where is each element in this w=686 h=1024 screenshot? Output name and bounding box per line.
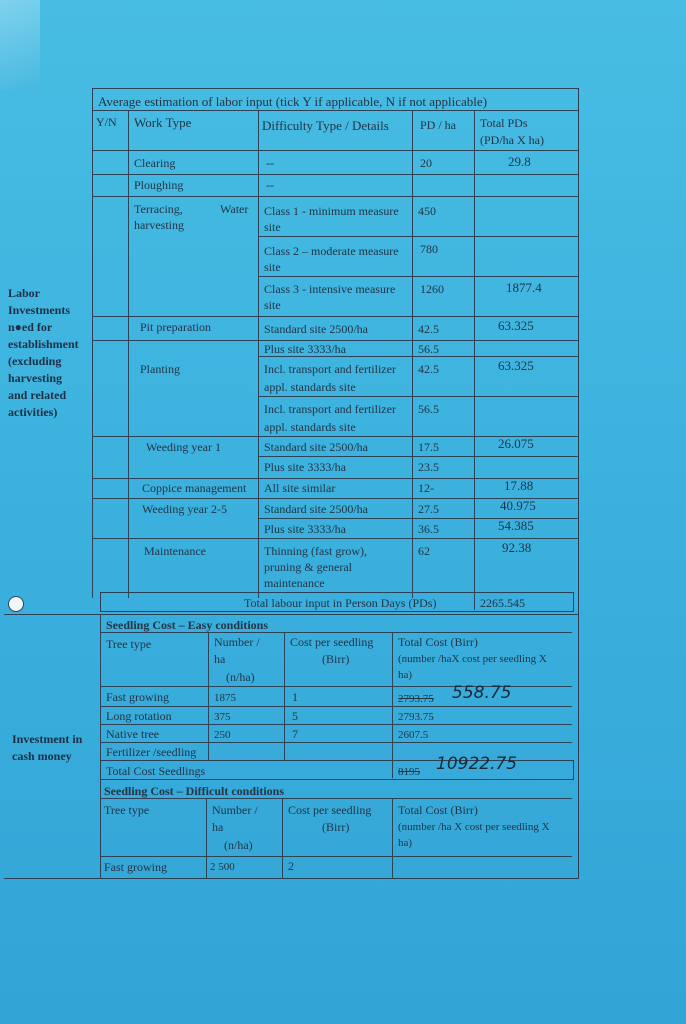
row-weeding1-d1: Standard site 2500/ha [264,440,368,454]
easy-h-total1: Total Cost (Birr) [398,635,478,649]
easy-h-num1: Number / [214,635,260,649]
row-clearing-work: Clearing [134,156,176,170]
row-planting-total: 63.325 [498,358,534,373]
difficult-h-cost2: (Birr) [322,820,350,834]
row-weeding25-total1: 40.975 [500,498,536,513]
difficult-h-tree: Tree type [104,803,150,817]
row-weeding1-d2: Plus site 3333/ha [264,460,347,474]
row-class3-a: Class 3 - intensive measure [264,282,396,296]
row-planting-work: Planting [140,362,181,376]
row-pit-work: Pit preparation [140,320,211,334]
row-terracing-work: Terracing, [134,202,183,216]
header-work-type: Work Type [134,115,192,130]
labour-total-value: 2265.545 [480,596,525,610]
row-class1-a: Class 1 - minimum measure [264,204,399,218]
row-terracing-harvesting: harvesting [134,218,184,232]
row-planting-d1a: Incl. transport and fertilizer [264,362,396,376]
easy-row-long-cost: 5 [292,709,298,723]
page-fold-corner [0,0,40,90]
row-terracing-total: 1877.4 [506,280,542,295]
row-weeding25-d1: Standard site 2500/ha [264,502,368,516]
row-pit-total: 63.325 [498,318,534,333]
row-class3-pd: 1260 [420,282,444,296]
easy-h-total3: ha) [398,669,413,681]
difficult-h-num1: Number / [212,803,258,817]
seedling-easy-title: Seedling Cost – Easy conditions [106,618,269,632]
easy-row-fast-total-struck: 2793.75 [398,693,434,705]
difficult-row-fast-number: 2 500 [210,861,235,873]
row-planting-d2a: Incl. transport and fertilizer [264,402,396,416]
row-clearing-total: 29.8 [508,154,531,169]
row-ploughing-diff: -- [266,178,274,192]
labor-table-title: Average estimation of labor input (tick Y if applicable, N if not applicable) [98,94,488,109]
easy-row-fast-number: 1875 [214,692,236,704]
row-clearing-pd: 20 [420,156,432,170]
header-total-sub: (PD/ha X ha) [480,133,544,147]
row-planting-pd1: 42.5 [418,362,439,376]
row-class1-b: site [264,220,281,234]
row-planting-pd2: 56.5 [418,402,439,416]
row-maintenance-d1: Thinning (fast grow), [264,544,367,558]
difficult-h-cost1: Cost per seedling [288,803,372,817]
easy-h-cost2: (Birr) [322,652,350,666]
easy-row-long-type: Long rotation [106,709,172,723]
row-pit-pd2: 56.5 [418,342,439,356]
row-weeding1-total: 26.075 [498,436,534,451]
header-pd-ha: PD / ha [420,118,456,132]
row-maintenance-work: Maintenance [144,544,206,558]
row-weeding25-total2: 54.385 [498,518,534,533]
easy-row-native-total: 2607.5 [398,729,429,741]
difficult-h-num3: (n/ha) [224,838,253,852]
easy-row-long-total: 2793.75 [398,711,434,723]
header-difficulty: Difficulty Type / Details [262,118,389,133]
easy-row-fast-total-handwritten: 558.75 [452,683,512,703]
row-coppice-pd: 12- [418,481,434,495]
row-ploughing-work: Ploughing [134,178,184,192]
easy-h-total2: (number /haX cost per seedling X [398,653,547,665]
row-coppice-total: 17.88 [504,478,534,493]
row-maintenance-pd: 62 [418,544,430,558]
easy-row-native-cost: 7 [292,727,298,741]
row-planting-d2b: appl. standards site [264,420,356,434]
difficult-row-fast-type: Fast growing [104,860,167,874]
header-total-pds: Total PDs [480,116,528,130]
row-coppice-d: All site similar [264,481,336,495]
row-weeding1-pd1: 17.5 [418,440,439,454]
row-maintenance-total: 92.38 [502,540,532,555]
row-weeding25-pd2: 36.5 [418,522,439,536]
difficult-h-num2: ha [212,820,224,834]
difficult-h-total1: Total Cost (Birr) [398,803,478,817]
easy-row-fertilizer-type: Fertilizer /seedling [106,745,197,759]
row-weeding1-pd2: 23.5 [418,460,439,474]
easy-row-long-number: 375 [214,711,231,723]
row-clearing-diff: -- [266,156,274,170]
easy-total-struck: 8195 [398,766,420,778]
row-maintenance-d2: pruning & general [264,560,352,574]
easy-total-label: Total Cost Seedlings [106,764,206,778]
row-weeding25-d2: Plus site 3333/ha [264,522,347,536]
row-weeding25-work: Weeding year 2-5 [142,502,227,516]
row-coppice-work: Coppice management [142,481,247,495]
row-pit-d1: Standard site 2500/ha [264,322,368,336]
row-class2-pd: 780 [420,242,438,256]
difficult-h-total3: ha) [398,837,413,849]
difficult-h-total2: (number /ha X cost per seedling X [398,821,550,833]
row-class2-b: site [264,260,281,274]
row-pit-d2: Plus site 3333/ha [264,342,347,356]
row-pit-pd1: 42.5 [418,322,439,336]
row-class1-pd: 450 [418,204,436,218]
easy-h-cost1: Cost per seedling [290,635,374,649]
easy-h-num2: ha [214,652,226,666]
easy-row-fast-cost: 1 [292,690,298,704]
header-yn: Y/N [96,115,117,129]
easy-row-native-number: 250 [214,729,231,741]
row-class2-a: Class 2 – moderate measure [264,244,399,258]
labor-side-label: Labor Investments n●ed for establishment (excluding harvesting and related activities) [8,286,79,419]
labour-total-label: Total labour input in Person Days (PDs) [244,596,437,610]
row-planting-d1b: appl. standards site [264,380,356,394]
easy-row-native-type: Native tree [106,727,159,741]
row-terracing-water: Water [220,202,249,216]
easy-total-handwritten: 10922.75 [436,754,518,774]
row-maintenance-d3: maintenance [264,576,325,590]
difficult-row-fast-cost: 2 [288,859,294,873]
row-class3-b: site [264,298,281,312]
easy-h-num3: (n/ha) [226,670,255,684]
seedling-difficult-title: Seedling Cost – Difficult conditions [104,784,285,798]
cash-side-label: Investment in cash money [12,732,83,763]
row-weeding1-work: Weeding year 1 [146,440,221,454]
easy-row-fast-type: Fast growing [106,690,169,704]
row-weeding25-pd1: 27.5 [418,502,439,516]
easy-h-tree: Tree type [106,637,152,651]
